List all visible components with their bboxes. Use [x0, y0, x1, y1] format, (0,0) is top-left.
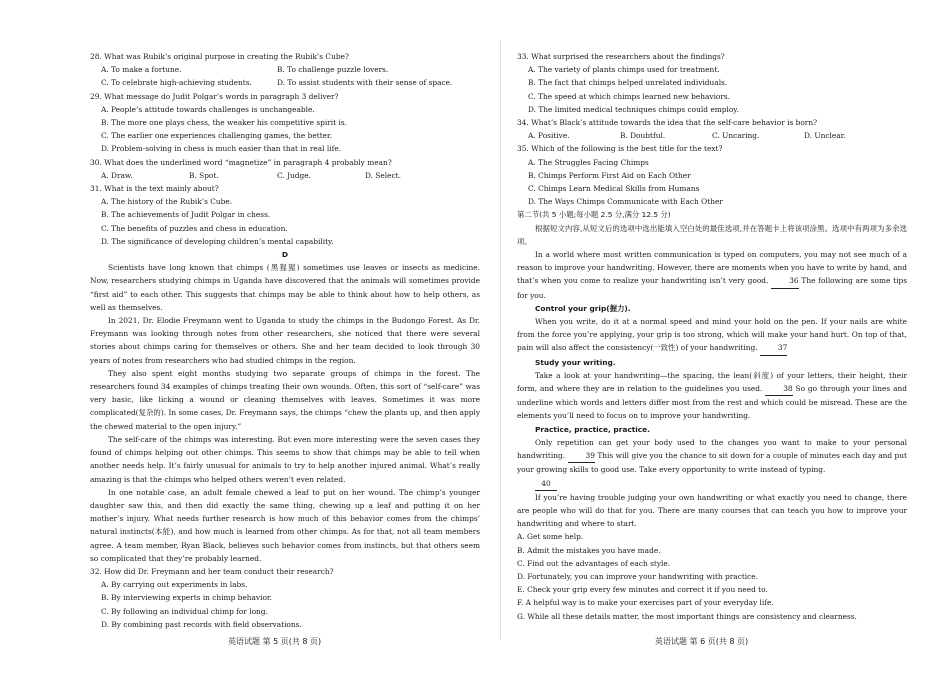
option: B. Chimps Perform First Aid on Each Other — [528, 170, 691, 180]
option: B. The achievements of Judit Polgar in chess. — [101, 210, 271, 220]
page-footer-right: 英语试题 第 6 页(共 8 页) — [655, 637, 749, 646]
option: B. Spot. — [189, 170, 219, 180]
option: B. The fact that chimps helped unrelated individuals. — [528, 78, 728, 88]
subheading: Control your grip(握力). — [535, 303, 631, 313]
passage-paragraph: They also spent eight months studying two separate groups of chimps in the forest. The researchers found 34 examples of chimps treating their own wounds. Often, this sort of “self-care” was very basic, like licking a wound or cleaning themselves with leaves. Sometimes it was more complicated(复杂的). In some cases, Dr. Freymann says, the chimps “chew the plants up, and then apply the chewed material to the open injury.” — [90, 368, 480, 431]
choice: D. Fortunately, you can improve your handwriting with practice. — [517, 571, 759, 581]
passage-label: D — [281, 250, 289, 260]
question-29: 29. What message do Judit Polgar’s words in paragraph 3 deliver? — [90, 91, 339, 101]
option: A. Draw. — [101, 170, 133, 180]
blank-line — [517, 477, 907, 491]
passage-paragraph: In one notable case, an adult female chewed a leaf to put on her wound. The chimp’s younger daughter saw this, and then did exactly the same thing, chewing up a leaf and putting it on her mother’s injury. What needs further research is how much of this behavior comes from the chimps’ natural instincts(本能), and how much is learned from other chimps. As for that, not all team members agree. A team member, Ryan Black, believes such behavior comes from instincts, but that others seem so complicated that they’re probably learned. — [90, 487, 480, 563]
section-instructions: 根据短文内容,从短文后的选项中选出能填入空白处的最佳选项,并在答题卡上将该项涂黑。选项中有两项为多余选项。 — [517, 223, 907, 246]
passage-paragraph — [517, 436, 907, 477]
option: C. The speed at which chimps learned new behaviors. — [528, 91, 731, 101]
option: C. To celebrate high-achieving students. — [101, 78, 252, 88]
option: C. By following an individual chimp for long. — [101, 606, 268, 616]
question-28-options — [90, 76, 480, 89]
option: D. Unclear. — [804, 131, 846, 141]
question-30: 30. What does the underlined word “magnetize” in paragraph 4 probably mean? — [90, 157, 392, 167]
question-28: 28. What was Rubik’s original purpose in creating the Rubik’s Cube? — [90, 52, 349, 61]
paragraph-text: This will give you the chance to sit down for a couple of minutes each day and put your growing skills to good use. Take every opportunity to write instead of typing. — [517, 451, 907, 475]
option: C. Judge. — [277, 170, 311, 180]
option: C. The earlier one experiences challenging games, the better. — [101, 131, 333, 141]
option: D. By combining past records with field observations. — [101, 619, 302, 629]
option: D. Problem-solving in chess is much easier than that in real life. — [101, 144, 342, 154]
blank-40: 40 — [535, 477, 557, 491]
blank-38: 38 — [765, 382, 792, 396]
paragraph-text: When you write, do it at a normal speed and mind your hold on the pen. If your nails are white from the force you’re applying, your grip is too strong, which will make your hand hurt. On top of that, pain will also affect the consistency(一致性) of your handwriting. — [517, 317, 907, 353]
option: A. The variety of plants chimps used for treatment. — [528, 65, 720, 75]
passage-paragraph — [517, 248, 907, 302]
subheading: Practice, practice, practice. — [535, 424, 650, 434]
question-30-options — [90, 169, 480, 182]
paragraph-text: So go through your lines and underline which words and letters differ most from the rest and which could be misread. These are the elements you’ll need to focus on to improve your handwriting. — [517, 384, 907, 421]
page-divider — [500, 40, 501, 640]
blank-36: 36 — [771, 274, 798, 288]
choice: E. Check your grip every few minutes and correct it if you need to. — [517, 585, 768, 595]
option: A. People’s attitude towards challenges is unchangeable. — [101, 104, 315, 114]
subheading: Study your writing. — [535, 357, 616, 367]
option: D. The significance of developing children’s mental capability. — [101, 236, 334, 246]
blank-39: 39 — [568, 449, 595, 463]
option: A. By carrying out experiments in labs. — [101, 580, 248, 590]
option: D. The Ways Chimps Communicate with Each Other — [528, 197, 723, 207]
blank-37: 37 — [760, 341, 787, 355]
option: A. The Struggles Facing Chimps — [528, 157, 649, 167]
option: C. Uncaring. — [712, 131, 760, 141]
choice: B. Admit the mistakes you have made. — [517, 545, 661, 555]
choice: G. While all these details matter, the most important things are consistency and clearness. — [517, 611, 857, 621]
passage-paragraph: In 2021, Dr. Elodie Freymann went to Uganda to study the chimps in the Budongo Forest. As Dr. Freymann was looking through notes from other researchers, she noticed that there were several stories about chimps caring for themselves or others. She and her team decided to look through 30 years of notes from researchers who had studied chimps in the region. — [90, 316, 480, 365]
question-34: 34. What’s Black’s attitude towards the idea that the self-care behavior is born? — [517, 118, 818, 128]
question-31: 31. What is the text mainly about? — [90, 184, 219, 194]
question-28-options — [90, 63, 480, 76]
question-34-options — [517, 129, 907, 142]
passage-paragraph: If you’re having trouble judging your own handwriting or what exactly you need to change, there are people who will do that for you. There are many courses that can teach you how to improve your handwriting and where to start. — [517, 492, 907, 529]
passage-paragraph: The self-care of the chimps was interesting. But even more interesting were the seven cases they found of chimps helping out other chimps. This seems to show that chimps may be able to tell when another needs help. It’s fairly unusual for animals to try to help another injured animal. What’s really amazing is that the chimps who helped others weren’t even related. — [90, 434, 480, 484]
choice: F. A helpful way is to make your exercises part of your everyday life. — [517, 598, 774, 608]
option: A. The history of the Rubik’s Cube. — [101, 197, 233, 207]
option: B. Doubtful. — [620, 131, 666, 141]
right-page — [517, 50, 907, 623]
paragraph-text: Only repetition can get your body used to the changes you want to make to your personal handwriting. — [517, 437, 907, 461]
passage-paragraph: Scientists have long known that chimps (黑猩猩) sometimes use leaves or insects as medicine. Now, researchers studying chimps in Uganda have discovered that the animals will sometimes provide “first aid” to each other. This suggests that chimps may be able to think about how to help others, as well as themselves. — [90, 263, 480, 312]
passage-paragraph — [517, 369, 907, 423]
paragraph-text: Take a look at your handwriting—the spacing, the lean(斜度) of your letters, their height, their form, and where they are in relation to the guidelines you used. — [517, 370, 907, 394]
option: C. Chimps Learn Medical Skills from Humans — [528, 184, 700, 194]
question-35: 35. Which of the following is the best title for the text? — [517, 144, 723, 154]
paragraph-text: In a world where most written communication is typed on computers, you may not see much of a reason to improve your handwriting. However, there are moments when you have to write by hand, and that’s when you come to realize your handwriting isn’t very good. — [517, 250, 907, 286]
section-title: 第二节(共 5 小题;每小题 2.5 分,满分 12.5 分) — [517, 210, 671, 220]
paragraph-text: The following are some tips for you. — [517, 276, 908, 300]
option: D. Select. — [365, 170, 401, 180]
page-footer-left: 英语试题 第 5 页(共 8 页) — [228, 637, 322, 646]
option: D. The limited medical techniques chimps could employ. — [528, 104, 739, 114]
option: B. The more one plays chess, the weaker his competitive spirit is. — [101, 118, 347, 128]
option: D. To assist students with their sense of space. — [277, 78, 453, 88]
question-32: 32. How did Dr. Freymann and her team conduct their research? — [90, 566, 334, 576]
option: A. To make a fortune. — [101, 65, 182, 75]
choice: A. Get some help. — [517, 532, 584, 542]
choice: C. Find out the advantages of each style. — [517, 558, 671, 568]
option: B. By interviewing experts in chimp behavior. — [101, 593, 272, 603]
left-page — [90, 50, 480, 631]
question-33: 33. What surprised the researchers about the findings? — [517, 52, 725, 61]
option: C. The benefits of puzzles and chess in education. — [101, 223, 288, 233]
option: B. To challenge puzzle lovers. — [277, 65, 389, 75]
option: A. Positive. — [528, 131, 570, 141]
passage-paragraph — [517, 315, 907, 356]
